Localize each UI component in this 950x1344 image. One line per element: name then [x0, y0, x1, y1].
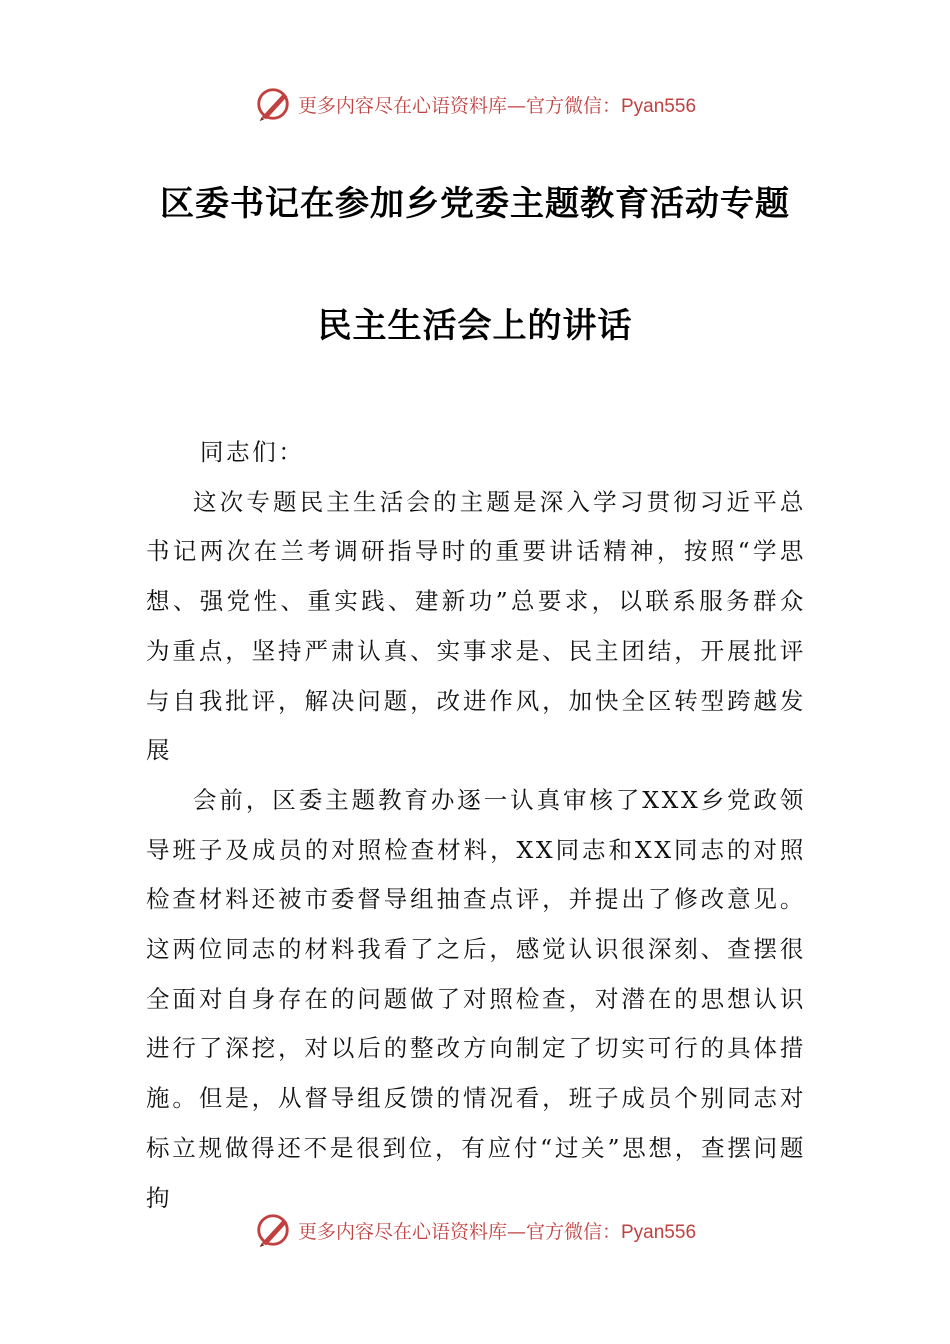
watermark-text: 更多内容尽在心语资料库—官方微信：Pyan556 [297, 1220, 697, 1243]
header-watermark [0, 84, 950, 124]
pen-logo-icon [254, 85, 292, 123]
document-title-line-1: 区委书记在参加乡党委主题教育活动专题 [160, 184, 790, 224]
paragraph-2: 会前，区委主题教育办逐一认真审核了XXX乡党政领导班子及成员的对照检查材料，XX同志和XX同志的对照检查材料还被市委督导组抽查点评，并提出了修改意见。这两位同志的材料我看了之后，感觉认识很深刻、查摆很全面对自身存在的问题做了对照检查，对潜在的思想认识进行了深挖，对以后的整改方向制定了切实可行的具体措施。但是，从督导组反馈的情况看，班子成员个别同志对标立规做得还不是很到位，有应付“过关”思想，查摆问题拘 [146, 785, 806, 1212]
salutation: 同志们： [200, 438, 305, 466]
footer-watermark [0, 1210, 950, 1250]
pen-logo-icon [254, 1211, 292, 1249]
document-body [146, 428, 806, 1223]
watermark-text: 更多内容尽在心语资料库—官方微信：Pyan556 [297, 94, 697, 117]
paragraph-1: 这次专题民主生活会的主题是深入学习贯彻习近平总书记两次在兰考调研指导时的重要讲话精神，按照“学思想、强党性、重实践、建新功”总要求，以联系服务群众为重点，坚持严肃认真、实事求是、民主团结，开展批评与自我批评，解决问题，改进作风，加快全区转型跨越发展 [146, 487, 806, 765]
document-title-line-2: 民主生活会上的讲话 [317, 306, 633, 346]
